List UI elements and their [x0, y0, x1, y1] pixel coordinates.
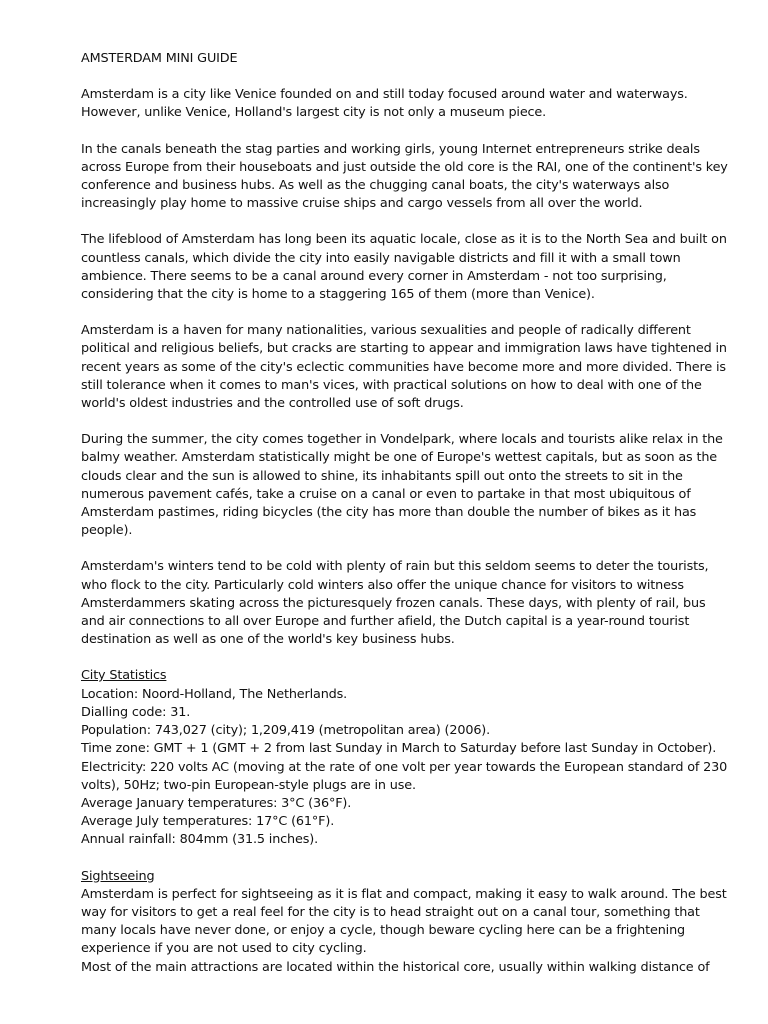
- sightseeing-section: [81, 868, 731, 977]
- paragraph-nationalities: Amsterdam is a haven for many nationalities, various sexualities and people of radically different political and religious beliefs, but cracks are starting to appear and immigration laws have tightened in recent years as some of the city's eclectic communities have become more and more divided. There is still tolerance when it comes to man's vices, with practical solutions on how to deal with one of the world's oldest industries and the controlled use of soft drugs.: [81, 323, 727, 412]
- stat-annual-rainfall: Annual rainfall: 804mm (31.5 inches).: [81, 832, 318, 848]
- stat-location: Location: Noord-Holland, The Netherlands.: [81, 686, 348, 702]
- paragraph-intro: Amsterdam is a city like Venice founded on and still today focused around water and waterways. However, unlike Venice, Holland's largest city is not only a museum piece.: [81, 87, 688, 121]
- sightseeing-heading: Sightseeing: [81, 868, 155, 884]
- stat-population: Population: 743,027 (city); 1,209,419 (metropolitan area) (2006).: [81, 723, 491, 739]
- stat-july-temperature: Average July temperatures: 17°C (61°F).: [81, 814, 335, 830]
- paragraph-summer: During the summer, the city comes together in Vondelpark, where locals and tourists alike relax in the balmy weather. Amsterdam statistically might be one of Europe's wettest capitals, but as soon as the clouds clear and the sun is allowed to shine, its inhabitants spill out onto the streets to sit in the numerous pavement cafés, take a cruise on a canal or even to partake in that most ubiquitous of Amsterdam pastimes, riding bicycles (the city has more than double the number of bikes as it has people).: [81, 432, 723, 539]
- stat-january-temperature: Average January temperatures: 3°C (36°F).: [81, 795, 352, 811]
- document-page: [81, 50, 731, 977]
- city-statistics-list: [81, 686, 731, 850]
- city-statistics-heading: City Statistics: [81, 668, 167, 684]
- stat-time-zone: Time zone: GMT + 1 (GMT + 2 from last Sunday in March to Saturday before last Sunday in October).: [81, 741, 717, 757]
- paragraph-winters: Amsterdam's winters tend to be cold with plenty of rain but this seldom seems to deter the tourists, who flock to the city. Particularly cold winters also offer the unique chance for visitors to witness Amsterdammers skating across the picturesquely frozen canals. These days, with plenty of rail, bus and air connections to all over Europe and further afield, the Dutch capital is a year-round tourist destination as well as one of the world's key business hubs.: [81, 559, 709, 648]
- stat-dialling-code: Dialling code: 31.: [81, 704, 191, 720]
- paragraph-sightseeing-intro: Amsterdam is perfect for sightseeing as it is flat and compact, making it easy to walk around. The best way for visitors to get a real feel for the city is to head straight out on a canal tour, something that many locals have never done, or enjoy a cycle, though beware cycling here can be a frightening experience if you are not used to city cycling.: [81, 886, 727, 957]
- city-statistics-section: [81, 667, 731, 849]
- paragraph-lifeblood: The lifeblood of Amsterdam has long been its aquatic locale, close as it is to the North Sea and built on countless canals, which divide the city into easily navigable districts and fill it with a small town ambience. There seems to be a canal around every corner in Amsterdam - not too surprising, considering that the city is home to a staggering 165 of them (more than Venice).: [81, 232, 727, 303]
- stat-electricity: Electricity: 220 volts AC (moving at the rate of one volt per year towards the European standard of 230 volts), 50Hz; two-pin European-style plugs are in use.: [81, 759, 728, 793]
- paragraph-canals-business: In the canals beneath the stag parties and working girls, young Internet entrepreneurs strike deals across Europe from their houseboats and just outside the old core is the RAI, one of the continent's key conference and business hubs. As well as the chugging canal boats, the city's waterways also increasingly play home to massive cruise ships and cargo vessels from all over the world.: [81, 141, 728, 212]
- paragraph-sightseeing-attractions: Most of the main attractions are located within the historical core, usually within walking distance of: [81, 959, 710, 975]
- document-title: AMSTERDAM MINI GUIDE: [81, 51, 238, 66]
